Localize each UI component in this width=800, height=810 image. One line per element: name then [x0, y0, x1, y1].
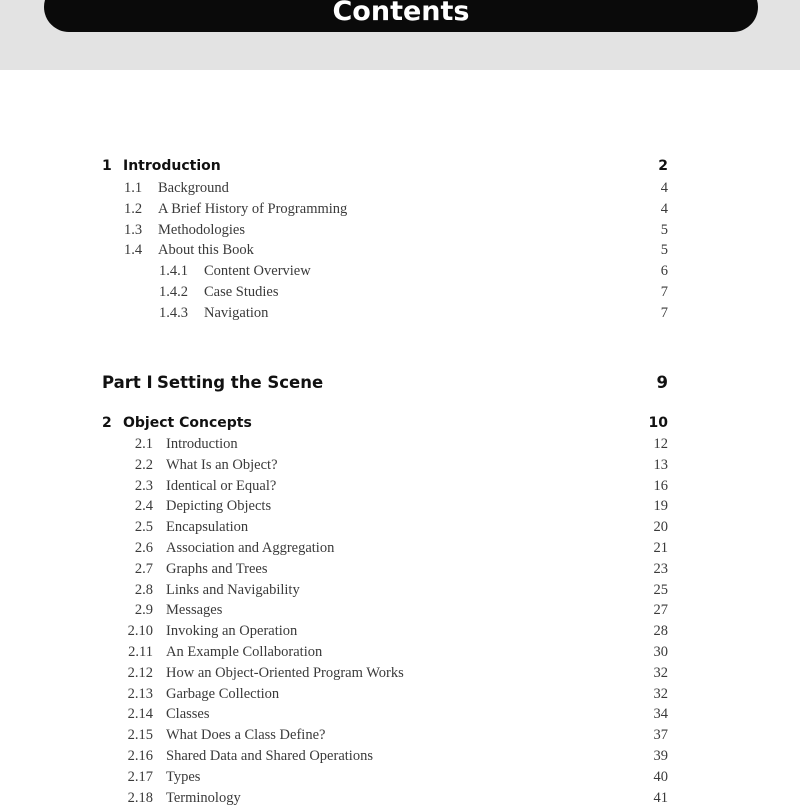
section-number: 1.1	[124, 180, 143, 196]
page-number: 5	[660, 242, 668, 259]
page-number: 34	[653, 706, 668, 723]
section-number: 2.12	[127, 664, 153, 681]
page-number: 28	[653, 623, 668, 640]
toc-entry[interactable]	[0, 727, 800, 747]
section-number: 2.16	[127, 748, 153, 764]
toc-entry[interactable]	[0, 242, 800, 262]
chapter-number: 1	[102, 158, 112, 174]
section-title: Types	[166, 768, 201, 785]
toc-entry[interactable]	[0, 436, 800, 456]
chapter-number: 2	[102, 415, 112, 431]
toc-entry[interactable]	[0, 284, 800, 304]
section-title: How an Object-Oriented Program Works	[166, 664, 404, 681]
page-number: 32	[653, 664, 668, 681]
toc-entry[interactable]	[0, 180, 800, 200]
toc-entry[interactable]	[0, 540, 800, 560]
section-title: Background	[158, 180, 229, 196]
section-number: 1.2	[124, 200, 143, 217]
page-number: 4	[660, 200, 668, 217]
part-label: Part I	[102, 373, 153, 392]
section-number: 1.4	[124, 242, 143, 259]
section-title: Introduction	[166, 436, 238, 452]
page-number: 32	[653, 685, 668, 702]
section-number: 2.14	[127, 706, 153, 723]
page-number: 2	[658, 158, 668, 174]
section-number: 2.8	[134, 581, 153, 598]
page-number: 12	[653, 436, 668, 452]
section-title: A Brief History of Programming	[158, 200, 348, 217]
section-title: What Is an Object?	[166, 456, 278, 473]
page-number: 37	[653, 727, 668, 744]
section-number: 2.9	[134, 602, 153, 619]
section-number: 2.6	[134, 540, 153, 556]
section-title: What Does a Class Define?	[166, 727, 326, 744]
section-title: Methodologies	[158, 221, 245, 238]
toc-entry[interactable]	[0, 748, 800, 768]
toc-entry[interactable]	[0, 498, 800, 518]
section-title: Links and Navigability	[166, 581, 300, 598]
page-number: 21	[653, 540, 668, 556]
page-number: 20	[653, 519, 668, 536]
chapter-title: Object Concepts	[123, 415, 252, 431]
section-title: Navigation	[204, 304, 269, 321]
section-title: Garbage Collection	[166, 685, 280, 702]
section-title: Depicting Objects	[166, 498, 272, 515]
page-number: 40	[653, 768, 668, 785]
section-number: 2.17	[127, 768, 153, 785]
section-title: An Example Collaboration	[166, 644, 323, 660]
toc-entry[interactable]	[0, 478, 800, 498]
section-title: Content Overview	[204, 263, 311, 279]
section-number: 1.4.2	[159, 283, 188, 300]
page-number: 9	[656, 373, 668, 392]
page-number: 7	[660, 283, 668, 300]
page-number: 6	[660, 263, 668, 279]
section-title: Case Studies	[204, 283, 279, 300]
toc-entry[interactable]	[0, 665, 800, 685]
page-number: 13	[653, 456, 668, 473]
toc-entry[interactable]	[0, 305, 800, 325]
section-title: About this Book	[158, 242, 254, 259]
section-number: 2.4	[134, 498, 153, 515]
page-number: 23	[653, 560, 668, 577]
page-title: Contents	[332, 0, 470, 27]
toc-entry[interactable]	[0, 582, 800, 602]
section-number: 2.3	[134, 477, 153, 494]
section-number: 2.7	[134, 560, 153, 577]
section-number: 2.10	[127, 623, 153, 640]
toc-entry[interactable]	[0, 201, 800, 221]
page-number: 19	[653, 498, 668, 515]
toc-entry[interactable]	[0, 644, 800, 664]
toc-entry[interactable]	[0, 457, 800, 477]
section-title: Identical or Equal?	[166, 477, 277, 494]
page-number: 39	[653, 748, 668, 764]
section-number: 2.2	[134, 456, 153, 473]
toc-entry[interactable]	[0, 222, 800, 242]
section-number: 2.1	[134, 436, 153, 452]
section-number: 1.4.1	[159, 263, 188, 279]
toc-entry[interactable]	[0, 263, 800, 283]
page-number: 5	[660, 221, 668, 238]
toc-entry[interactable]	[0, 686, 800, 706]
page-number: 7	[660, 304, 668, 321]
section-title: Invoking an Operation	[166, 623, 298, 640]
page-number: 30	[653, 644, 668, 660]
section-number: 1.4.3	[159, 304, 188, 321]
toc-entry[interactable]	[0, 561, 800, 581]
toc-entry[interactable]	[0, 623, 800, 643]
part-title: Setting the Scene	[157, 373, 324, 392]
toc-entry[interactable]	[0, 602, 800, 622]
section-number: 2.18	[127, 789, 153, 806]
toc-part-entry[interactable]	[0, 373, 800, 397]
toc-entry[interactable]	[0, 769, 800, 789]
section-number: 2.5	[134, 519, 153, 536]
page-number: 10	[648, 415, 668, 431]
section-title: Encapsulation	[166, 519, 249, 536]
section-number: 1.3	[124, 221, 143, 238]
section-title: Classes	[166, 706, 210, 723]
section-title: Association and Aggregation	[166, 540, 335, 556]
section-title: Graphs and Trees	[166, 560, 268, 577]
section-number: 2.11	[128, 644, 153, 660]
chapter-title: Introduction	[123, 158, 221, 174]
page-number: 16	[653, 477, 668, 494]
page-number: 41	[653, 789, 668, 806]
section-title: Shared Data and Shared Operations	[166, 748, 373, 764]
toc-chapter-entry[interactable]	[0, 158, 800, 178]
section-number: 2.15	[127, 727, 153, 744]
page-number: 4	[660, 180, 668, 196]
page-number: 27	[653, 602, 668, 619]
page-number: 25	[653, 581, 668, 598]
toc-entry[interactable]	[0, 706, 800, 726]
toc-chapter-entry[interactable]	[0, 415, 800, 435]
section-title: Terminology	[166, 789, 241, 806]
toc-entry[interactable]	[0, 519, 800, 539]
section-title: Messages	[166, 602, 223, 619]
section-number: 2.13	[127, 685, 153, 702]
